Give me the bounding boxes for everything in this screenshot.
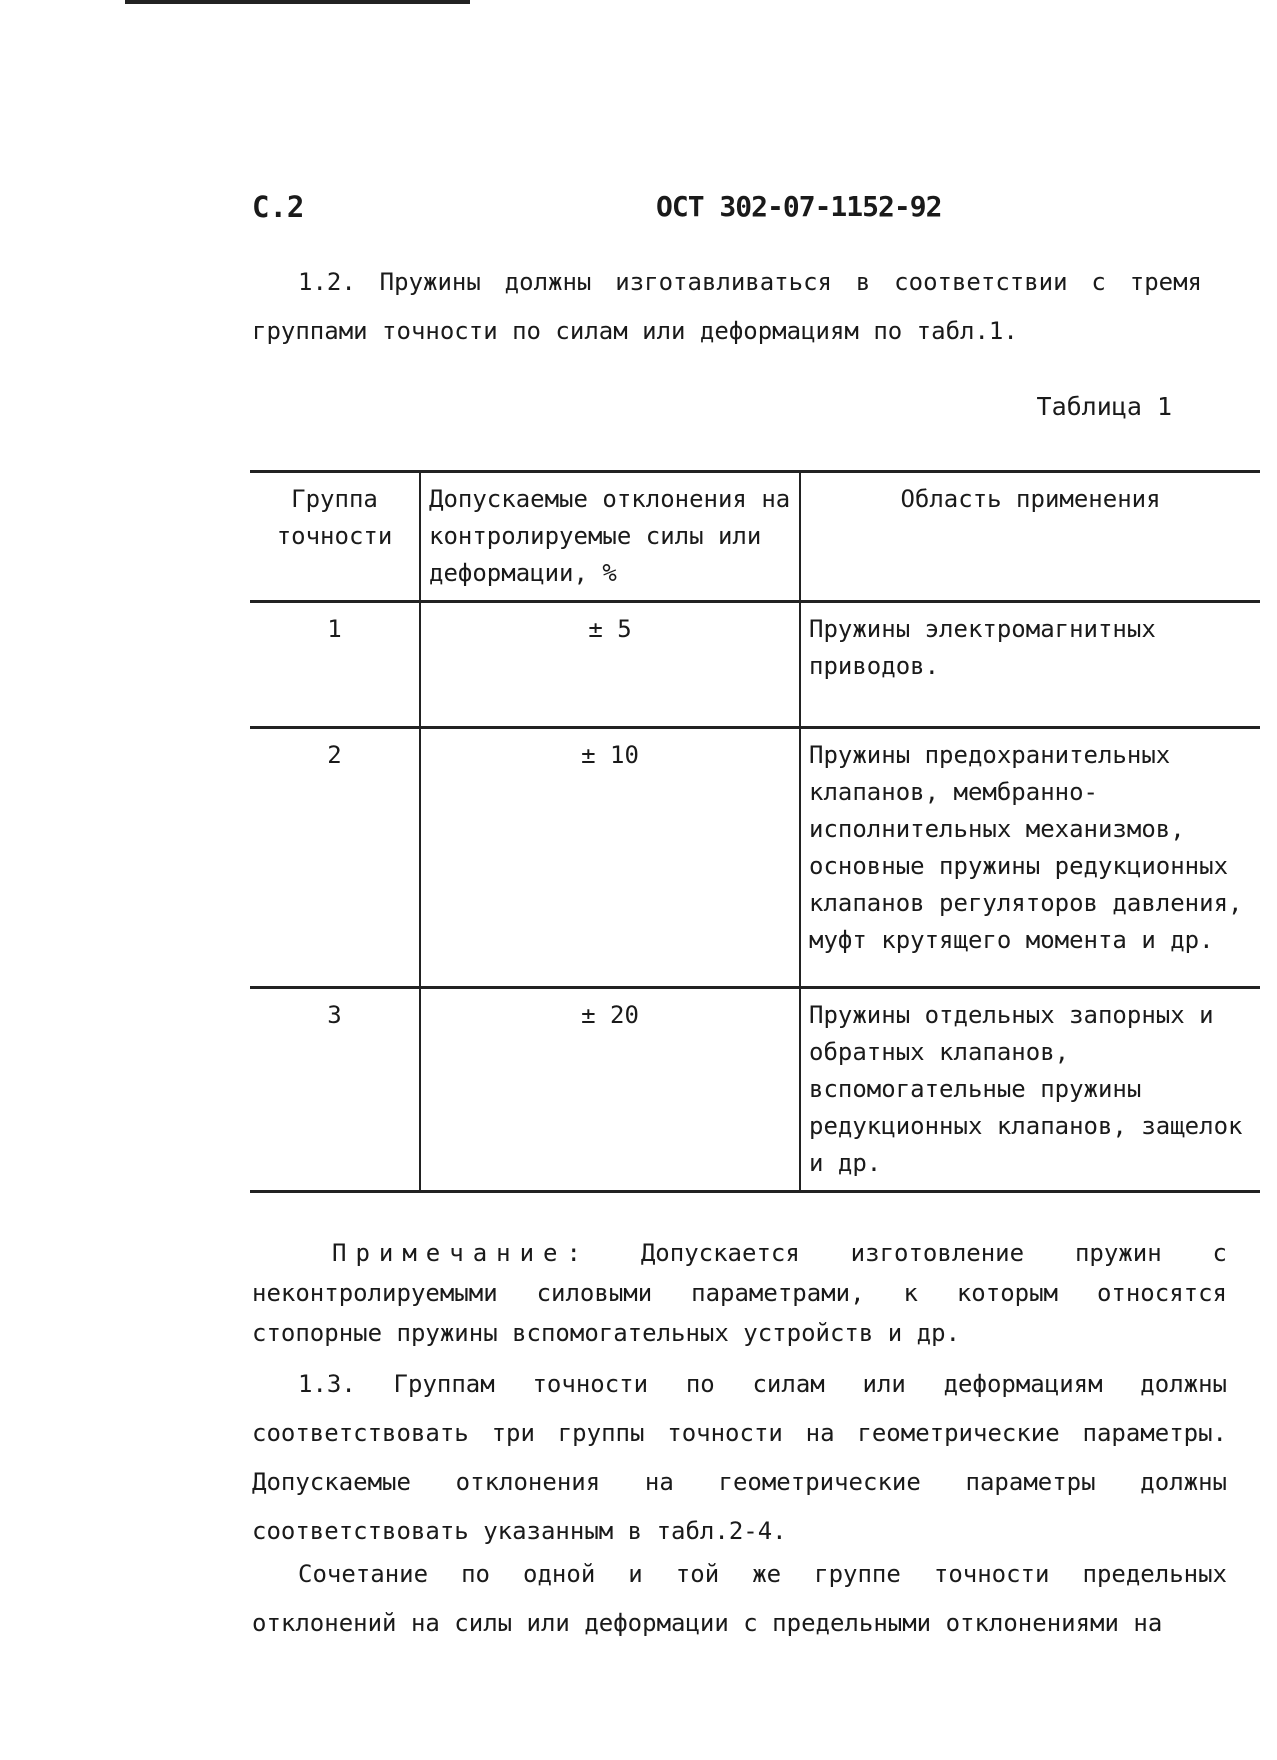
cell-deviation: ± 10	[420, 728, 800, 988]
table-note	[252, 1233, 1227, 1353]
note-label: Примечание:	[332, 1239, 590, 1267]
cell-group: 2	[250, 728, 420, 988]
document-code: ОСТ 302-07-1152-92	[656, 190, 942, 223]
table-caption: Таблица 1	[1036, 392, 1172, 421]
accuracy-groups-table	[250, 470, 1260, 1193]
table-row	[250, 988, 1260, 1192]
cell-deviation: ± 5	[420, 602, 800, 728]
paragraph-combination: Сочетание по одной и той же группе точности предельных отклонений на силы или деформации с предельными отклонениями на	[252, 1560, 1227, 1637]
cell-group: 3	[250, 988, 420, 1192]
table-row	[250, 602, 1260, 728]
table-header-row	[250, 472, 1260, 602]
top-rule	[125, 0, 470, 4]
header-application: Область применения	[800, 472, 1260, 602]
header-deviation: Допускаемые отклонения на контролируемые силы или деформации, %	[420, 472, 800, 602]
table-row	[250, 728, 1260, 988]
cell-group: 1	[250, 602, 420, 728]
paragraph-1-3: 1.3. Группам точности по силам или деформациям должны соответствовать три группы точности на геометрические параметры. Допускаемые отклонения на геометрические параметры должны соответствовать указанным в табл.2-4.	[252, 1370, 1227, 1545]
page-number: С.2	[252, 190, 305, 224]
paragraph-1-2: 1.2. Пружины должны изготавливаться в соответствии с тремя группами точности по силам или деформациям по табл.1.	[252, 268, 1202, 345]
note-text: Допускается изготовление пружин с неконтролируемыми силовыми параметрами, к которым относятся стопорные пружины вспомогательных устройств и др.	[252, 1239, 1227, 1347]
cell-application: Пружины предохранительных клапанов, мембранно-исполнительных механизмов, основные пружины редукционных клапанов регуляторов давления, муфт крутящего момента и др.	[800, 728, 1260, 988]
cell-application: Пружины электромагнитных приводов.	[800, 602, 1260, 728]
header-group: Группа точности	[250, 472, 420, 602]
cell-application: Пружины отдельных запорных и обратных клапанов, вспомогательные пружины редукционных клапанов, защелок и др.	[800, 988, 1260, 1192]
cell-deviation: ± 20	[420, 988, 800, 1192]
